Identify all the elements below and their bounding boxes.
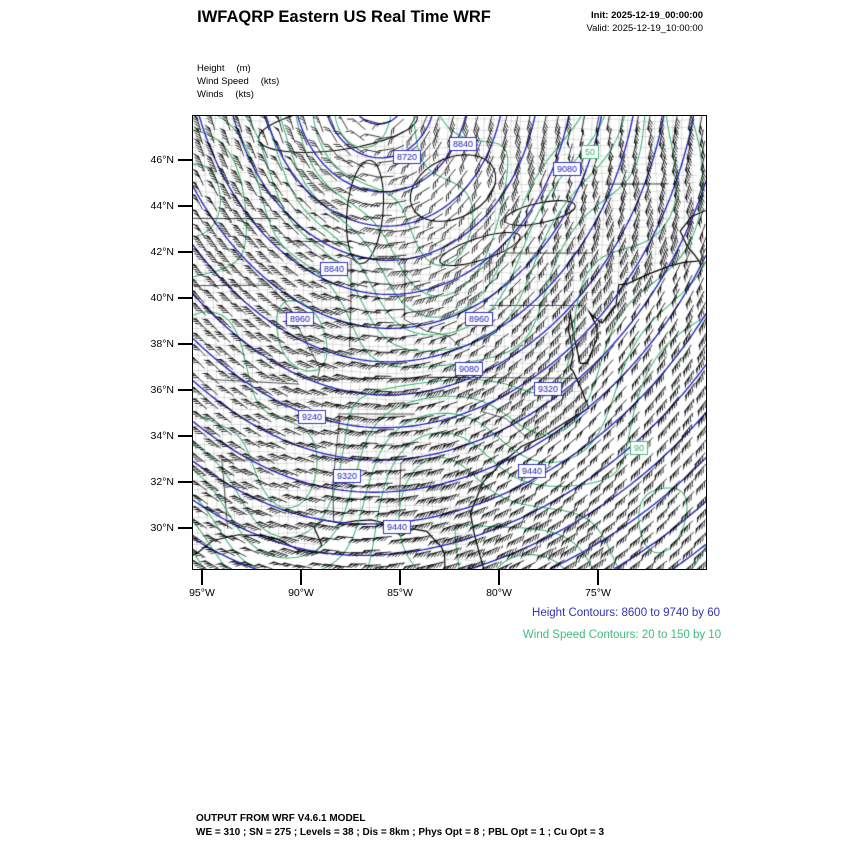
field-legend: [197, 62, 279, 101]
lat-tick-label: 36°N: [150, 383, 174, 396]
lon-tick-label: 85°W: [387, 587, 413, 599]
footer-model-line: OUTPUT FROM WRF V4.6.1 MODEL: [196, 813, 366, 824]
lat-tick: [178, 435, 192, 437]
weather-map-canvas: [193, 116, 706, 569]
lon-tick: [597, 569, 599, 585]
lat-tick-label: 32°N: [150, 475, 174, 488]
lon-tick: [399, 569, 401, 585]
plot-title: IWFAQRP Eastern US Real Time WRF: [197, 8, 491, 26]
lat-tick: [178, 205, 192, 207]
lat-tick-label: 40°N: [150, 291, 174, 304]
model-footer: [196, 812, 604, 839]
lon-tick-label: 75°W: [585, 587, 611, 599]
height-contours-caption: Height Contours: 8600 to 9740 by 60: [532, 607, 720, 619]
lat-tick-label: 30°N: [150, 521, 174, 534]
lat-tick-label: 46°N: [150, 153, 174, 166]
lon-tick-label: 80°W: [486, 587, 512, 599]
lon-tick: [201, 569, 203, 585]
lat-tick: [178, 251, 192, 253]
lon-tick: [300, 569, 302, 585]
footer-config-line: WE = 310 ; SN = 275 ; Levels = 38 ; Dis = 8km ; Phys Opt = 8 ; PBL Opt = 1 ; Cu Opt = 3: [196, 826, 605, 838]
lon-tick: [498, 569, 500, 585]
lon-tick-label: 90°W: [288, 587, 314, 599]
lat-tick: [178, 297, 192, 299]
lat-tick: [178, 481, 192, 483]
speed-contours-caption: Wind Speed Contours: 20 to 150 by 10: [522, 629, 722, 641]
init-time: Init: 2025-12-19_00:00:00: [591, 10, 703, 21]
lat-tick: [178, 159, 192, 161]
lat-tick: [178, 527, 192, 529]
lat-tick-label: 38°N: [150, 337, 174, 350]
map-frame: [192, 115, 707, 570]
init-valid-block: [586, 9, 703, 35]
lat-tick-label: 42°N: [150, 245, 174, 258]
legend-item-height: Height (m): [197, 63, 251, 74]
lat-tick-label: 44°N: [150, 199, 174, 212]
valid-time: Valid: 2025-12-19_10:00:00: [586, 23, 703, 34]
lat-tick: [178, 343, 192, 345]
lat-tick: [178, 389, 192, 391]
lat-tick-label: 34°N: [150, 429, 174, 442]
legend-item-winds: Winds (kts): [197, 89, 254, 100]
lon-tick-label: 95°W: [189, 587, 215, 599]
legend-item-windspeed: Wind Speed (kts): [197, 76, 280, 87]
